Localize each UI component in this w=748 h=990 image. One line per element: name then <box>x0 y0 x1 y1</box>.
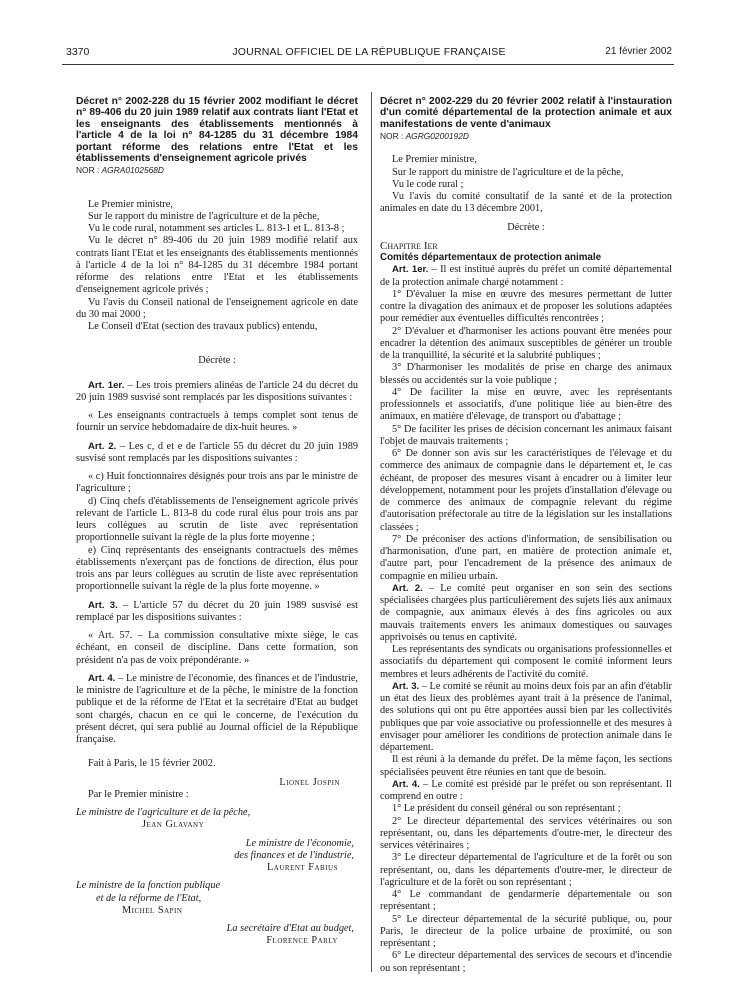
visa-avis: Vu l'avis du Conseil national de l'enseignement agricole en date du 30 mai 2000 ; <box>76 296 358 320</box>
article-3-paragraph: Il est réuni à la demande du préfet. De la même façon, les sections spécialisées peuvent être réunies en tant que de besoin. <box>380 754 672 778</box>
ministre-economie-title-1: Le ministre de l'économie, <box>245 837 354 849</box>
article-3-label: Art. 3. <box>392 680 420 692</box>
nor-label: NOR : <box>76 165 100 176</box>
ministre-economie-title-2: des finances et de l'industrie, <box>234 849 354 861</box>
visa-avis: Vu l'avis du comité consultatif de la santé et de la protection animales en date du 13 décembre 2001, <box>380 191 672 215</box>
visa-code-rural: Vu le code rural, notamment ses articles L. 813-1 et L. 813-8 ; <box>88 223 345 235</box>
visa-code-rural: Vu le code rural ; <box>392 178 464 190</box>
chapter-heading: Chapitre Ier <box>380 239 438 252</box>
article-4: Art. 4. – Le comité est présidé par le préfet ou son représentant. Il comprend en outre : <box>380 778 672 803</box>
decrete-heading: Décrète : <box>198 355 236 367</box>
article-1-quote: « Les enseignants contractuels à temps complet sont tenus de fournir un service hebdomadaire de dix-huit heures. » <box>76 410 358 434</box>
article-2-e: e) Cinq représentants des enseignants contractuels des mêmes établissements n'exerçant pas de fonctions de direction, élus pour trois ans par leurs collègues au scrutin de liste avec représentation proportionnelle suivant la règle de la plus forte moyenne. » <box>76 544 358 593</box>
decree-title: Décret n° 2002-229 du 20 février 2002 relatif à l'instauration d'un comité départemental de la protection animale et aux manifestations de vente d'animaux <box>380 96 672 130</box>
member-item: 2° Le directeur départemental des services vétérinaires ou son représentant, ou, dans les départements d'outre-mer, le directeur des services vétérinaires ; <box>380 815 672 852</box>
par-le-premier-ministre: Par le Premier ministre : <box>88 788 189 800</box>
decrete-heading: Décrète : <box>507 221 545 233</box>
nor-reference <box>76 164 358 176</box>
article-1: Art. 1er. – Les trois premiers alinéas de l'article 24 du décret du 20 juin 1989 susvisé sont remplacés par les dispositions suivantes : <box>76 379 358 403</box>
signature-premier-ministre: Lionel Jospin <box>279 776 340 788</box>
nor-code: AGRG0200192D <box>405 131 469 142</box>
nor-code: AGRA0102568D <box>101 165 164 176</box>
article-2-paragraph: Les représentants des syndicats ou organisations professionnelles et associatifs du département qui composent le comité informent leurs membres et leurs adhérents de l'activité du comité. <box>380 644 672 680</box>
premier-ministre: Le Premier ministre, <box>88 198 173 210</box>
secretaire-budget-title: La secrétaire d'Etat au budget, <box>226 923 354 935</box>
header-rule <box>62 64 674 65</box>
ministre-economie-name: Laurent Fabius <box>267 862 338 874</box>
conseil-etat: Le Conseil d'Etat (section des travaux publics) entendu, <box>88 321 318 333</box>
fait-a-paris: Fait à Paris, le 15 février 2002. <box>88 758 216 770</box>
page-header <box>66 46 672 60</box>
article-4-label: Art. 4. <box>392 778 420 790</box>
mission-item: 3° D'harmoniser les modalités de prise en charge des animaux blessés ou accidentés sur la voie publique ; <box>380 362 672 386</box>
chapter-title: Comités départementaux de protection animale <box>380 252 602 264</box>
member-item: 5° Le directeur départemental de la sécurité publique, ou, pour Paris, le directeur de la police urbaine de proximité, ou son représentant ; <box>380 913 672 950</box>
ministre-fonction-publique-title-1: Le ministre de la fonction publique <box>76 880 221 892</box>
article-1-label: Art. 1er. <box>392 264 429 276</box>
nor-label: NOR : <box>380 131 404 142</box>
premier-ministre: Le Premier ministre, <box>392 154 477 166</box>
article-4-label: Art. 4. <box>88 672 116 684</box>
mission-item: 2° D'évaluer et d'harmoniser les actions pouvant être menées pour encadrer la détention des animaux susceptibles de générer un trouble de la tranquillité, la sécurité et la salubrité publiques ; <box>380 325 672 362</box>
article-3-label: Art. 3. <box>88 599 118 611</box>
article-4: Art. 4. – Le ministre de l'économie, des finances et de l'industrie, le ministre de l'agriculture et de la pêche, le ministre de la fonction publique et de la réforme de l'Etat et la secrétaire d'Etat au budget sont chargés, chacun en ce qui le concerne, de l'exécution du présent décret, qui sera publié au Journal officiel de la République française. <box>76 672 358 746</box>
rapport-line: Sur le rapport du ministre de l'agriculture et de la pêche, <box>392 166 624 178</box>
article-3-quote: « Art. 57. – La commission consultative mixte siège, le cas échéant, en conseil de discipline. Dans cette formation, son président n'a pas de voix prépondérante. » <box>76 630 358 666</box>
publication-date: 21 février 2002 <box>605 46 672 57</box>
left-column <box>76 96 358 948</box>
member-item: 6° Le directeur départemental des services de secours et d'incendie ou son représentant ; <box>380 950 672 974</box>
right-column <box>380 96 672 975</box>
mission-item: 5° De faciliter les prises de décision concernant les animaux faisant l'objet de mauvais traitements ; <box>380 423 672 447</box>
visa-decret: Vu le décret n° 89-406 du 20 juin 1989 modifié relatif aux contrats liant l'Etat et les enseignants des établissements mentionnés à l'article 4 de la loi n° 84-1285 du 31 décembre 1984 portant réforme des relations entre l'Etat et les établissements d'enseignement agricole privés ; <box>76 235 358 296</box>
mission-item: 4° De faciliter la mise en œuvre, avec les représentants professionnels et associatifs, d'une politique liée au bien-être des animaux, en matière d'élevage, de transport ou d'abattage ; <box>380 386 672 423</box>
article-3: Art. 3. – L'article 57 du décret du 20 juin 1989 susvisé est remplacé par les dispositions suivantes : <box>76 599 358 623</box>
page-number: 3370 <box>66 46 90 58</box>
mission-item: 1° D'évaluer la mise en œuvre des mesures permettant de lutter contre la divagation des animaux et de proposer les solutions adaptées pour remédier aux éventuelles difficultés rencontrées ; <box>380 288 672 325</box>
article-3: Art. 3. – Le comité se réunit au moins deux fois par an afin d'établir un état des lieux des problèmes ayant trait à la présence de l'animal, des solutions qui ont pu être apportées aussi bien par les collectivités publiques que par voie associative ou professionnelle et des mesures à envisager pour améliorer les conditions de protection animale dans le département. <box>380 680 672 754</box>
member-item: 1° Le président du conseil général ou son représentant ; <box>392 803 621 815</box>
article-2-c: « c) Huit fonctionnaires désignés pour trois ans par le ministre de l'agriculture ; <box>76 471 358 495</box>
ministre-agriculture-title: Le ministre de l'agriculture et de la pêche, <box>76 807 251 819</box>
mission-item: 7° De préconiser des actions d'information, de sensibilisation ou d'harmonisation, d'une part, en matière de protection animale et, d'autre part, pour l'encadrement de la présence des animaux de compagnie en milieu urbain. <box>380 533 672 582</box>
member-item: 3° Le directeur départemental de l'agriculture et de la forêt ou son représentant, ou, dans les départements d'outre-mer, le directeur de l'agriculture et de la forêt ou son représentant ; <box>380 852 672 888</box>
article-2-label: Art. 2. <box>392 582 423 594</box>
column-divider <box>371 92 372 972</box>
ministre-fonction-publique-name: Michel Sapin <box>122 904 183 916</box>
decree-title: Décret n° 2002-228 du 15 février 2002 modifiant le décret n° 89-406 du 20 juin 1989 relatif aux contrats liant l'Etat et les enseignants des établissements mentionnés à l'article 4 de la loi n° 84-1285 du 31 décembre 1984 portant réforme des relations entre l'Etat et les établissements d'enseignement agricole privés <box>76 96 358 165</box>
rapport-line: Sur le rapport du ministre de l'agriculture et de la pêche, <box>88 210 320 222</box>
ministre-fonction-publique-title-2: et de la réforme de l'Etat, <box>96 892 202 904</box>
journal-title: JOURNAL OFFICIEL DE LA RÉPUBLIQUE FRANÇAISE <box>232 46 506 58</box>
member-item: 4° Le commandant de gendarmerie départementale ou son représentant ; <box>380 889 672 913</box>
ministre-agriculture-name: Jean Glavany <box>142 819 205 831</box>
article-2: Art. 2. – Le comité peut organiser en son sein des sections spécialisées chargées plus particulièrement des sujets liés aux animaux de compagnie, aux animaux élevés à des fins agricoles ou aux mauvais traitements envers les animaux domestiques ou sauvages apprivoisés ou tenus en captivité. <box>380 582 672 643</box>
article-2: Art. 2. – Les c, d et e de l'article 55 du décret du 20 juin 1989 susvisé sont remplacés par les dispositions suivantes : <box>76 440 358 464</box>
article-2-d: d) Cinq chefs d'établissements de l'enseignement agricole privés relevant de l'article L. 813-8 du code rural élus pour trois ans par leurs collègues au scrutin de liste avec représentation proportionnelle suivant la règle de la plus forte moyenne ; <box>76 495 358 544</box>
nor-reference <box>380 130 672 142</box>
secretaire-budget-name: Florence Parly <box>266 935 338 947</box>
mission-item: 6° De donner son avis sur les caractéristiques de l'élevage et du commerce des animaux de compagnie dans le département et, le cas échéant, de proposer des mesures visant à encadrer ou à limiter leur développement, notamment pour les projets d'installation d'élevage ou de commerce des animaux de compagnie relevant du régime d'autorisation préfectorale au titre de la législation sur les installations classées ; <box>380 448 672 533</box>
article-2-label: Art. 2. <box>88 440 117 452</box>
article-1: Art. 1er. – Il est institué auprès du préfet un comité départemental de la protection animale chargé notamment : <box>380 264 673 288</box>
article-1-label: Art. 1er. <box>88 379 125 391</box>
